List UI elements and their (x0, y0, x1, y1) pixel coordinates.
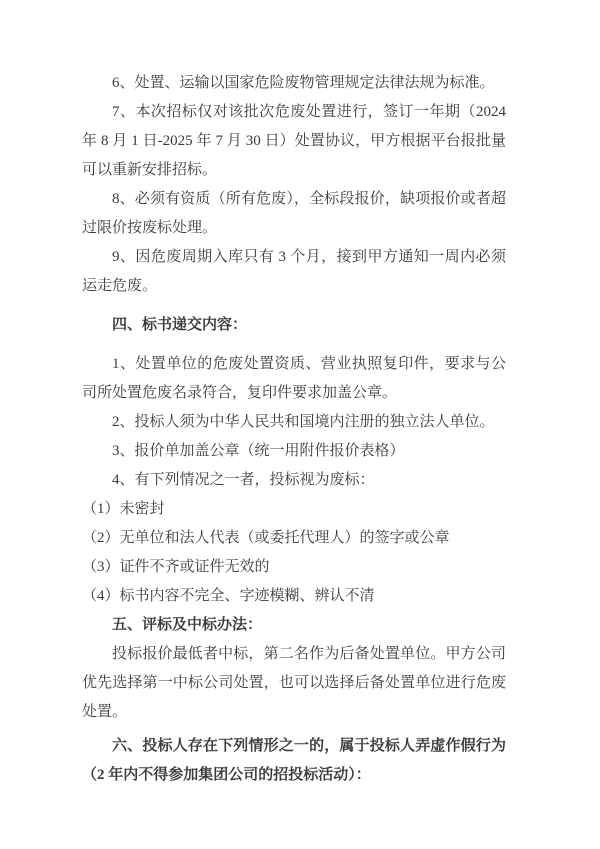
section-4-item-4: 4、有下列情况之一者，投标视为废标： (112, 472, 375, 488)
invalid-bid-item-1: （1）未密封 (82, 501, 165, 517)
clause-8: 8、必须有资质（所有危废），全标段报价，缺项报价或者超过限价按废标处理。 (82, 191, 506, 236)
section-6-heading: 六、投标人存在下列情形之一的，属于投标人弄虚作假行为（2 年内不得参加集团公司的招投标活动）： (82, 738, 506, 783)
invalid-bid-item-3: （3）证件不齐或证件无效的 (82, 559, 270, 575)
invalid-bid-item-2: （2）无单位和法人代表（或委托代理人）的签字或公章 (82, 530, 450, 546)
section-5-body: 投标报价最低者中标，第二名作为后备处置单位。甲方公司优先选择第一中标公司处置，也可以选择后备处置单位进行危废处置。 (82, 646, 506, 720)
clause-6: 6、处置、运输以国家危险废物管理规定法律法规为标准。 (112, 75, 495, 91)
section-4-item-3: 3、报价单加盖公章（统一用附件报价表格） (112, 443, 405, 459)
section-5-heading: 五、评标及中标办法： (112, 617, 263, 633)
clause-9: 9、因危废周期入库只有 3 个月，接到甲方通知一周内必须运走危废。 (82, 249, 506, 294)
section-4-item-1: 1、处置单位的危废处置资质、营业执照复印件，要求与公司所处置危废名录符合，复印件要求加盖公章。 (82, 356, 506, 401)
invalid-bid-item-4: （4）标书内容不完全、字迹模糊、辨认不清 (82, 588, 375, 604)
section-4-item-2: 2、投标人须为中华人民共和国境内注册的独立法人单位。 (112, 414, 495, 430)
document-text-block (82, 69, 506, 790)
clause-7: 7、本次招标仅对该批次危废处置进行，签订一年期（2024 年 8 月 1 日-2025 年 7 月 30 日）处置协议，甲方根据平台报批量可以重新安排招标。 (82, 104, 506, 178)
section-4-heading: 四、标书递交内容： (112, 317, 248, 333)
